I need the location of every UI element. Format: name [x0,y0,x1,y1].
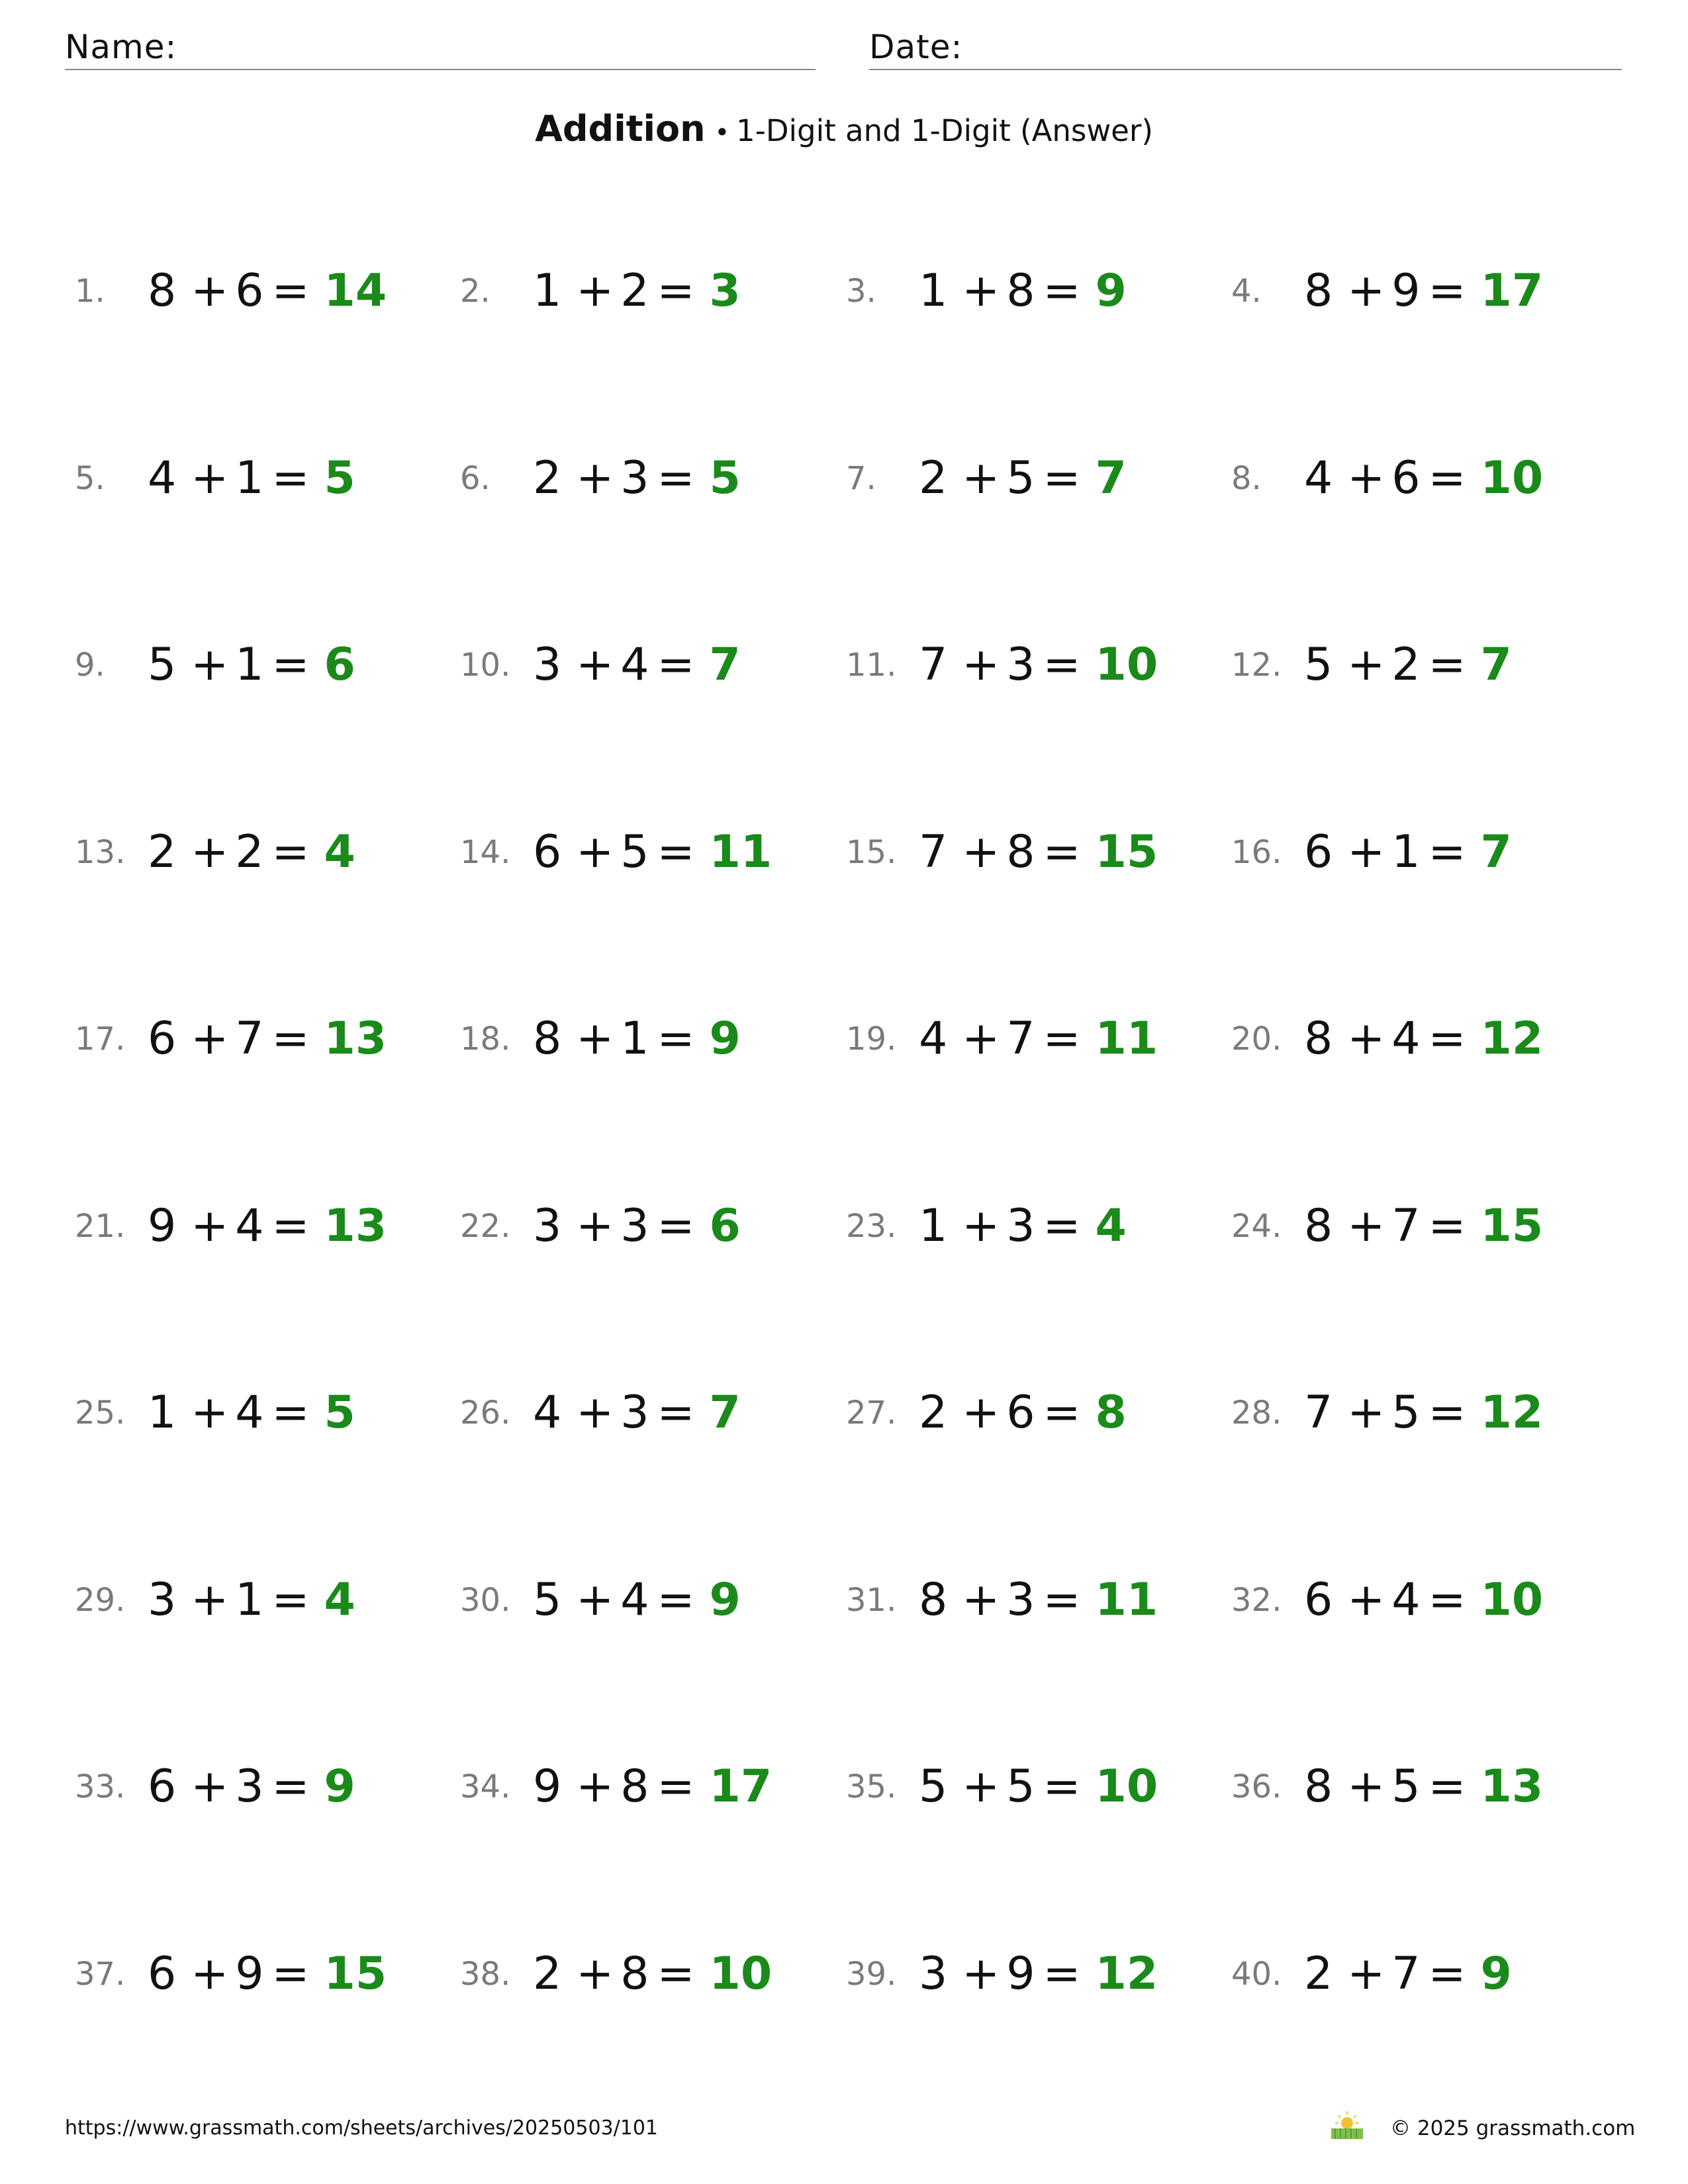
addend-b: 4 [235,1199,264,1252]
answer-value: 15 [1095,825,1158,878]
addend-b: 1 [1391,825,1421,878]
addend-b: 7 [1391,1199,1421,1252]
answer-value: 14 [324,265,387,317]
problem-number: 4. [1231,273,1262,310]
addend-b: 5 [1391,1387,1421,1439]
problem-number: 37. [75,1955,126,1993]
plus-sign: + [962,265,1000,317]
plus-sign: + [962,1387,1000,1439]
answer-value: 10 [1095,1760,1158,1813]
addend-b: 5 [1006,451,1035,504]
problem-number: 38. [460,1955,511,1993]
problem-equation [1304,819,1512,886]
problem-number: 40. [1231,1955,1282,1993]
plus-sign: + [1347,451,1385,504]
problem-number: 25. [75,1394,126,1432]
addend-a: 8 [1304,1199,1333,1252]
problem-equation [148,1567,355,1633]
addend-b: 8 [620,1947,649,2000]
answer-value: 11 [1095,1013,1158,1065]
problem-equation [533,632,741,698]
problem-equation [533,1380,741,1446]
answer-value: 13 [324,1013,387,1065]
problem-number: 5. [75,459,105,497]
addend-a: 3 [533,1199,562,1252]
name-label: Name: [65,28,177,66]
equals-sign: = [1043,265,1081,317]
problem-equation [1304,258,1543,324]
problem-equation [1304,1941,1512,2007]
plus-sign: + [576,1947,614,2000]
equals-sign: = [1428,825,1466,878]
equals-sign: = [657,825,695,878]
plus-sign: + [1347,265,1385,317]
equals-sign: = [657,451,695,504]
plus-sign: + [191,1760,229,1813]
plus-sign: + [191,825,229,878]
problem-number: 22. [460,1207,511,1245]
equals-sign: = [271,1013,310,1065]
addend-a: 6 [533,825,562,878]
addend-a: 4 [1304,451,1333,504]
equals-sign: = [657,1947,695,2000]
addend-a: 2 [148,825,177,878]
problem-number: 27. [846,1394,897,1432]
problem-number: 29. [75,1581,126,1619]
addend-b: 3 [1006,639,1035,691]
problem-number: 6. [460,459,491,497]
addend-a: 6 [148,1013,177,1065]
plus-sign: + [1347,825,1385,878]
problem-equation [919,1380,1127,1446]
addend-a: 1 [533,265,562,317]
problem-equation [533,1193,741,1259]
addend-b: 4 [1391,1013,1421,1065]
equals-sign: = [657,639,695,691]
plus-sign: + [962,1947,1000,2000]
addend-b: 3 [1006,1199,1035,1252]
problem-equation [533,819,772,886]
answer-value: 15 [324,1947,387,2000]
problem-equation [533,1941,772,2007]
addend-a: 4 [148,451,177,504]
problem-equation [919,445,1127,512]
addend-a: 6 [148,1760,177,1813]
plus-sign: + [576,265,614,317]
problem-equation [1304,1380,1543,1446]
addend-a: 8 [1304,1013,1333,1065]
plus-sign: + [191,1573,229,1626]
problem-number: 34. [460,1768,511,1805]
problem-number: 1. [75,273,105,310]
answer-value: 11 [709,825,773,878]
problem-equation [1304,632,1512,698]
problem-equation [919,1754,1158,1820]
addend-a: 7 [919,825,948,878]
answer-value: 4 [1095,1199,1127,1252]
answer-value: 17 [709,1760,773,1813]
equals-sign: = [271,1199,310,1252]
plus-sign: + [1347,1199,1385,1252]
problem-equation [919,819,1158,886]
answer-value: 7 [709,1387,741,1439]
addend-a: 3 [919,1947,948,2000]
addend-a: 6 [1304,1573,1333,1626]
plus-sign: + [1347,1013,1385,1065]
equals-sign: = [1428,1013,1466,1065]
addend-b: 9 [235,1947,264,2000]
addend-b: 1 [620,1013,649,1065]
footer-url[interactable]: https://www.grassmath.com/sheets/archives/20250503/101 [65,2116,659,2140]
plus-sign: + [1347,1387,1385,1439]
problem-equation [148,1006,387,1072]
equals-sign: = [271,1947,310,2000]
equals-sign: = [1428,1199,1466,1252]
problem-number: 35. [846,1768,897,1805]
equals-sign: = [271,639,310,691]
problem-equation [533,1754,772,1820]
addend-a: 1 [919,265,948,317]
addend-b: 8 [1006,825,1035,878]
addend-a: 2 [919,451,948,504]
addend-b: 5 [1006,1760,1035,1813]
problem-number: 16. [1231,833,1282,871]
addend-a: 3 [533,639,562,691]
addend-b: 2 [235,825,264,878]
addend-a: 7 [919,639,948,691]
problem-number: 28. [1231,1394,1282,1432]
plus-sign: + [962,451,1000,504]
problem-number: 33. [75,1768,126,1805]
addend-a: 5 [919,1760,948,1813]
answer-value: 5 [709,451,741,504]
answer-value: 17 [1480,265,1544,317]
problem-number: 12. [1231,647,1282,684]
addend-b: 3 [620,1199,649,1252]
equals-sign: = [657,1573,695,1626]
answer-value: 7 [709,639,741,691]
equals-sign: = [271,825,310,878]
problem-equation [919,632,1158,698]
problem-equation [919,1567,1158,1633]
plus-sign: + [1347,639,1385,691]
plus-sign: + [962,1573,1000,1626]
addend-b: 6 [1006,1387,1035,1439]
plus-sign: + [191,265,229,317]
addend-a: 8 [919,1573,948,1626]
answer-value: 11 [1095,1573,1158,1626]
equals-sign: = [1428,1573,1466,1626]
addend-b: 1 [235,639,264,691]
problem-number: 10. [460,647,511,684]
equals-sign: = [1043,1199,1081,1252]
addend-a: 3 [148,1573,177,1626]
answer-value: 10 [1480,1573,1544,1626]
addend-a: 5 [148,639,177,691]
addend-b: 3 [235,1760,264,1813]
plus-sign: + [576,451,614,504]
equals-sign: = [271,265,310,317]
plus-sign: + [962,1199,1000,1252]
problem-equation [1304,1006,1543,1072]
addend-b: 4 [620,1573,649,1626]
problem-equation [533,445,741,512]
problem-equation [148,819,355,886]
problem-equation [1304,1754,1543,1820]
title-separator: • [714,118,729,147]
answer-value: 13 [1480,1760,1544,1813]
answer-value: 5 [324,1387,355,1439]
plus-sign: + [191,451,229,504]
problem-number: 20. [1231,1021,1282,1058]
equals-sign: = [657,1199,695,1252]
addend-b: 9 [1006,1947,1035,2000]
answer-value: 12 [1480,1013,1544,1065]
addend-b: 5 [620,825,649,878]
addend-a: 5 [533,1573,562,1626]
addend-a: 4 [919,1013,948,1065]
problem-equation [919,1006,1158,1072]
equals-sign: = [1428,1947,1466,2000]
addend-a: 2 [1304,1947,1333,2000]
equals-sign: = [1428,451,1466,504]
equals-sign: = [1043,825,1081,878]
answer-value: 10 [1095,639,1158,691]
problem-equation [148,258,387,324]
plus-sign: + [962,1760,1000,1813]
answer-value: 7 [1480,825,1512,878]
problem-number: 24. [1231,1207,1282,1245]
plus-sign: + [576,1199,614,1252]
problem-number: 23. [846,1207,897,1245]
problem-equation [919,1941,1158,2007]
equals-sign: = [1428,1387,1466,1439]
problem-number: 19. [846,1021,897,1058]
problem-number: 2. [460,273,491,310]
equals-sign: = [1428,1760,1466,1813]
problem-equation [1304,1193,1543,1259]
addend-b: 2 [620,265,649,317]
answer-value: 9 [709,1573,741,1626]
problem-equation [533,258,741,324]
addend-b: 8 [1006,265,1035,317]
answer-value: 9 [709,1013,741,1065]
problem-equation [148,632,355,698]
addend-b: 7 [1391,1947,1421,2000]
problem-number: 11. [846,647,897,684]
plus-sign: + [576,1013,614,1065]
equals-sign: = [1043,1387,1081,1439]
addend-a: 8 [533,1013,562,1065]
addend-b: 4 [1391,1573,1421,1626]
problem-number: 21. [75,1207,126,1245]
addend-a: 2 [533,1947,562,2000]
problem-number: 17. [75,1021,126,1058]
answer-value: 12 [1095,1947,1158,2000]
addend-b: 3 [1006,1573,1035,1626]
plus-sign: + [576,1387,614,1439]
addend-b: 6 [235,265,264,317]
problem-equation [919,1193,1127,1259]
problem-equation [148,1754,355,1820]
problem-number: 3. [846,273,876,310]
addend-b: 6 [1391,451,1421,504]
addend-a: 2 [919,1387,948,1439]
equals-sign: = [1043,451,1081,504]
date-label: Date: [869,28,963,66]
plus-sign: + [962,1013,1000,1065]
plus-sign: + [1347,1573,1385,1626]
problem-equation [148,1193,387,1259]
problem-equation [148,1941,387,2007]
addend-a: 1 [148,1387,177,1439]
addend-a: 4 [533,1387,562,1439]
equals-sign: = [657,1760,695,1813]
answer-value: 7 [1480,639,1512,691]
equals-sign: = [1428,639,1466,691]
addend-a: 8 [1304,265,1333,317]
addend-b: 5 [1391,1760,1421,1813]
equals-sign: = [271,1387,310,1439]
problem-equation [148,1380,355,1446]
equals-sign: = [271,1573,310,1626]
addend-a: 7 [1304,1387,1333,1439]
title-main: Addition [535,108,706,150]
answer-value: 3 [709,265,741,317]
answer-value: 8 [1095,1387,1127,1439]
problem-number: 9. [75,647,105,684]
problem-number: 13. [75,833,126,871]
problem-number: 26. [460,1394,511,1432]
answer-value: 6 [324,639,355,691]
plus-sign: + [576,1760,614,1813]
equals-sign: = [1043,1760,1081,1813]
addend-b: 7 [235,1013,264,1065]
answer-value: 6 [709,1199,741,1252]
equals-sign: = [1043,1947,1081,2000]
addend-b: 8 [620,1760,649,1813]
answer-value: 9 [324,1760,355,1813]
plus-sign: + [962,639,1000,691]
problem-number: 8. [1231,459,1262,497]
problem-number: 14. [460,833,511,871]
problem-number: 30. [460,1581,511,1619]
answer-value: 9 [1480,1947,1512,2000]
answer-value: 12 [1480,1387,1544,1439]
problem-equation [919,258,1127,324]
problem-equation [1304,1567,1543,1633]
plus-sign: + [191,1199,229,1252]
plus-sign: + [576,639,614,691]
plus-sign: + [962,825,1000,878]
problem-number: 31. [846,1581,897,1619]
addend-b: 1 [235,1573,264,1626]
plus-sign: + [191,1947,229,2000]
problem-number: 39. [846,1955,897,1993]
problem-number: 36. [1231,1768,1282,1805]
title-subtitle: 1-Digit and 1-Digit (Answer) [736,113,1153,148]
plus-sign: + [1347,1947,1385,2000]
addend-b: 4 [235,1387,264,1439]
problem-equation [1304,445,1543,512]
addend-b: 7 [1006,1013,1035,1065]
answer-value: 4 [324,1573,355,1626]
plus-sign: + [576,1573,614,1626]
plus-sign: + [1347,1760,1385,1813]
equals-sign: = [271,451,310,504]
problem-number: 15. [846,833,897,871]
addend-a: 8 [1304,1760,1333,1813]
equals-sign: = [271,1760,310,1813]
equals-sign: = [657,265,695,317]
plus-sign: + [576,825,614,878]
addend-b: 3 [620,451,649,504]
answer-value: 10 [1480,451,1544,504]
addend-b: 1 [235,451,264,504]
grass-sun-logo-icon [1327,2109,1367,2142]
plus-sign: + [191,1387,229,1439]
addend-a: 1 [919,1199,948,1252]
problem-number: 7. [846,459,876,497]
equals-sign: = [657,1387,695,1439]
problem-equation [533,1567,741,1633]
addend-b: 2 [1391,639,1421,691]
addend-a: 6 [1304,825,1333,878]
answer-value: 7 [1095,451,1127,504]
answer-value: 13 [324,1199,387,1252]
addend-a: 5 [1304,639,1333,691]
addend-a: 8 [148,265,177,317]
plus-sign: + [191,1013,229,1065]
equals-sign: = [657,1013,695,1065]
addend-b: 9 [1391,265,1421,317]
answer-value: 9 [1095,265,1127,317]
addend-a: 2 [533,451,562,504]
addend-a: 6 [148,1947,177,2000]
equals-sign: = [1428,265,1466,317]
answer-value: 5 [324,451,355,504]
problem-number: 32. [1231,1581,1282,1619]
addend-b: 4 [620,639,649,691]
answer-value: 10 [709,1947,773,2000]
equals-sign: = [1043,639,1081,691]
footer-copyright: © 2025 grassmath.com [1390,2116,1636,2140]
addend-a: 9 [148,1199,177,1252]
addend-b: 3 [620,1387,649,1439]
answer-value: 4 [324,825,355,878]
addend-a: 9 [533,1760,562,1813]
equals-sign: = [1043,1573,1081,1626]
problem-equation [533,1006,741,1072]
problem-number: 18. [460,1021,511,1058]
plus-sign: + [191,639,229,691]
equals-sign: = [1043,1013,1081,1065]
answer-value: 15 [1480,1199,1544,1252]
problem-equation [148,445,355,512]
